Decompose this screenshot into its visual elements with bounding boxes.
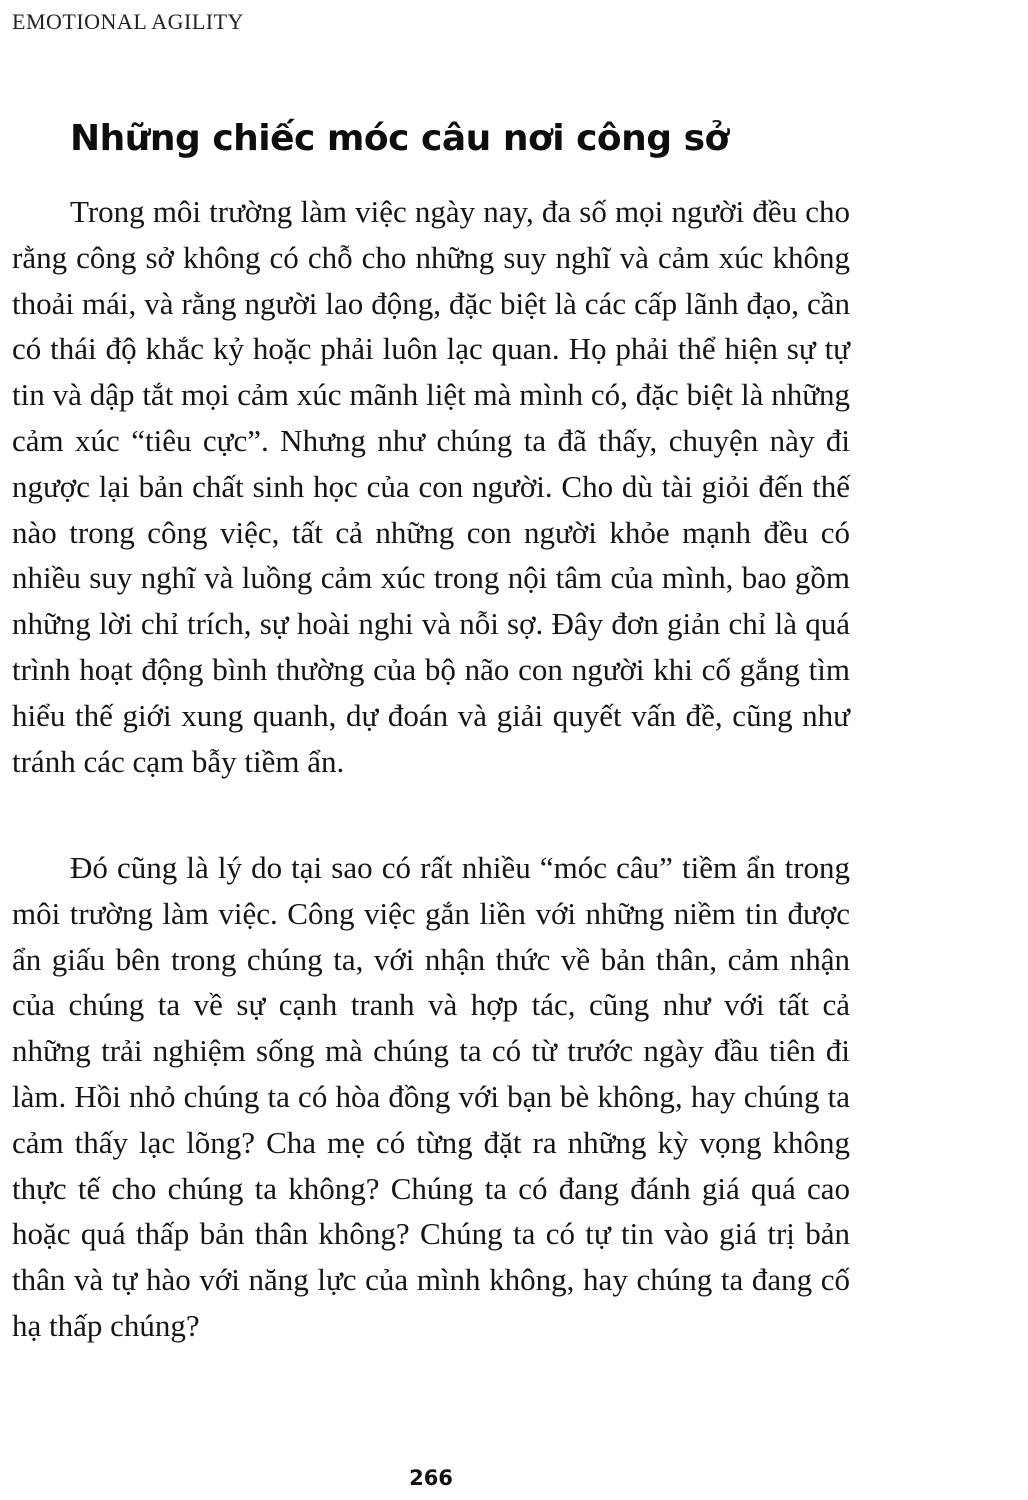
body-paragraph-2: Đó cũng là lý do tại sao có rất nhiều “móc câu” tiềm ẩn trong môi trường làm việc. Công việc gắn liền với những niềm tin được ẩn giấu bên trong chúng ta, với nhận thức về bản thân, cảm nhận của chúng ta về sự cạnh tranh và hợp tác, cũng như với tất cả những trải nghiệm sống mà chúng ta có từ trước ngày đầu tiên đi làm. Hồi nhỏ chúng ta có hòa đồng với bạn bè không, hay chúng ta cảm thấy lạc lõng? Cha mẹ có từng đặt ra những kỳ vọng không thực tế cho chúng ta không? Chúng ta có đang đánh giá quá cao hoặc quá thấp bản thân không? Chúng ta có tự tin vào giá trị bản thân và tự hào với năng lực của mình không, hay chúng ta đang cố hạ thấp chúng? (12, 850, 850, 1343)
page-number: 266 (409, 1466, 453, 1490)
body-paragraph-1: Trong môi trường làm việc ngày nay, đa số mọi người đều cho rằng công sở không có chỗ cho những suy nghĩ và cảm xúc không thoải mái, và rằng người lao động, đặc biệt là các cấp lãnh đạo, cần có thái độ khắc kỷ hoặc phải luôn lạc quan. Họ phải thể hiện sự tự tin và dập tắt mọi cảm xúc mãnh liệt mà mình có, đặc biệt là những cảm xúc “tiêu cực”. Nhưng như chúng ta đã thấy, chuyện này đi ngược lại bản chất sinh học của con người. Cho dù tài giỏi đến thế nào trong công việc, tất cả những con người khỏe mạnh đều có nhiều suy nghĩ và luồng cảm xúc trong nội tâm của mình, bao gồm những lời chỉ trích, sự hoài nghi và nỗi sợ. Đây đơn giản chỉ là quá trình hoạt động bình thường của bộ não con người khi cố gắng tìm hiểu thế giới xung quanh, dự đoán và giải quyết vấn đề, cũng như tránh các cạm bẫy tiềm ẩn. (12, 194, 850, 779)
running-header: EMOTIONAL AGILITY (12, 9, 244, 34)
section-title: Những chiếc móc câu nơi công sở (70, 118, 729, 159)
